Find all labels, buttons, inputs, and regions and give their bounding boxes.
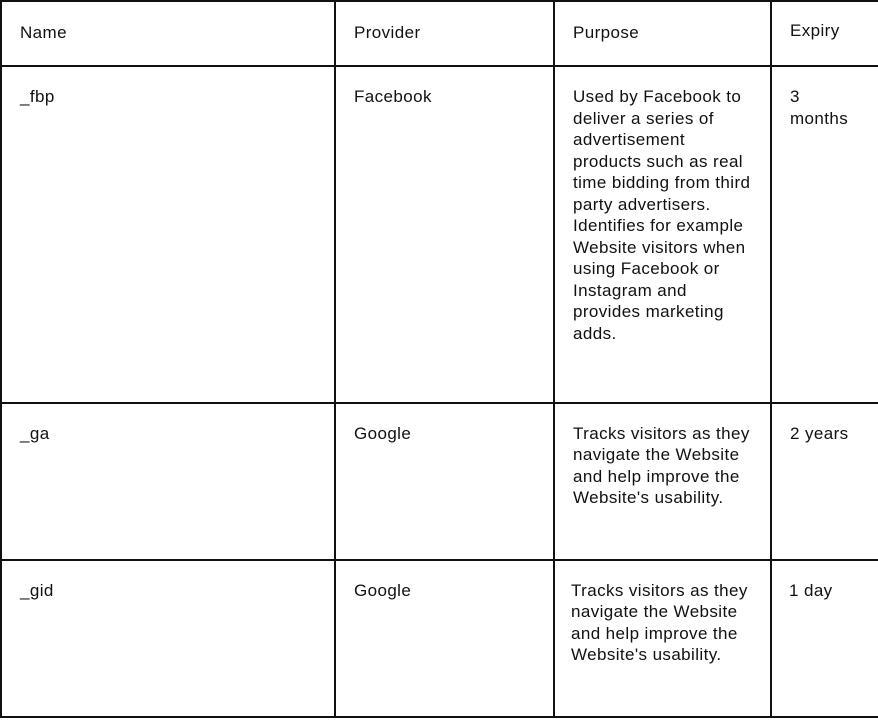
cookie-purpose: Tracks visitors as they navigate the Website and help improve the Website's usability. bbox=[573, 423, 750, 508]
cell-provider bbox=[335, 66, 554, 403]
header-expiry-label: Expiry bbox=[790, 21, 840, 40]
cookie-expiry: 2 years bbox=[790, 423, 849, 443]
cookie-name: _gid bbox=[20, 580, 54, 600]
table-body bbox=[1, 66, 878, 717]
header-provider-label: Provider bbox=[354, 23, 421, 42]
table-row bbox=[1, 560, 878, 717]
cell-provider bbox=[335, 560, 554, 717]
cookie-provider: Facebook bbox=[354, 87, 432, 106]
table-header bbox=[1, 1, 878, 66]
header-expiry bbox=[771, 1, 878, 66]
cell-provider bbox=[335, 403, 554, 560]
cookie-provider: Google bbox=[354, 580, 412, 600]
cookie-provider: Google bbox=[354, 423, 412, 443]
table-row bbox=[1, 66, 878, 403]
cell-expiry bbox=[771, 560, 878, 717]
cell-name bbox=[1, 66, 335, 403]
cell-purpose bbox=[554, 560, 771, 717]
header-purpose bbox=[554, 1, 771, 66]
table-row bbox=[1, 403, 878, 560]
cookie-purpose: Tracks visitors as they navigate the Website and help improve the Website's usability. bbox=[571, 580, 748, 665]
header-name bbox=[1, 1, 335, 66]
cell-purpose bbox=[554, 403, 771, 560]
cookie-expiry: 3 months bbox=[790, 87, 849, 128]
cell-expiry bbox=[771, 66, 878, 403]
header-provider bbox=[335, 1, 554, 66]
cookie-expiry: 1 day bbox=[789, 580, 833, 600]
cell-purpose bbox=[554, 66, 771, 403]
header-name-label: Name bbox=[20, 23, 67, 42]
cell-expiry bbox=[771, 403, 878, 560]
cell-name bbox=[1, 403, 335, 560]
cookie-purpose: Used by Facebook to deliver a series of advertisement products such as real time bidding from third party advertisers. Identifies for example Website visitors when using Facebook or Instagram and provides marketing adds. bbox=[573, 87, 751, 343]
header-purpose-label: Purpose bbox=[573, 23, 640, 42]
cell-name bbox=[1, 560, 335, 717]
cookie-name: _ga bbox=[20, 423, 50, 443]
cookie-name: _fbp bbox=[20, 87, 55, 106]
header-row bbox=[1, 1, 878, 66]
